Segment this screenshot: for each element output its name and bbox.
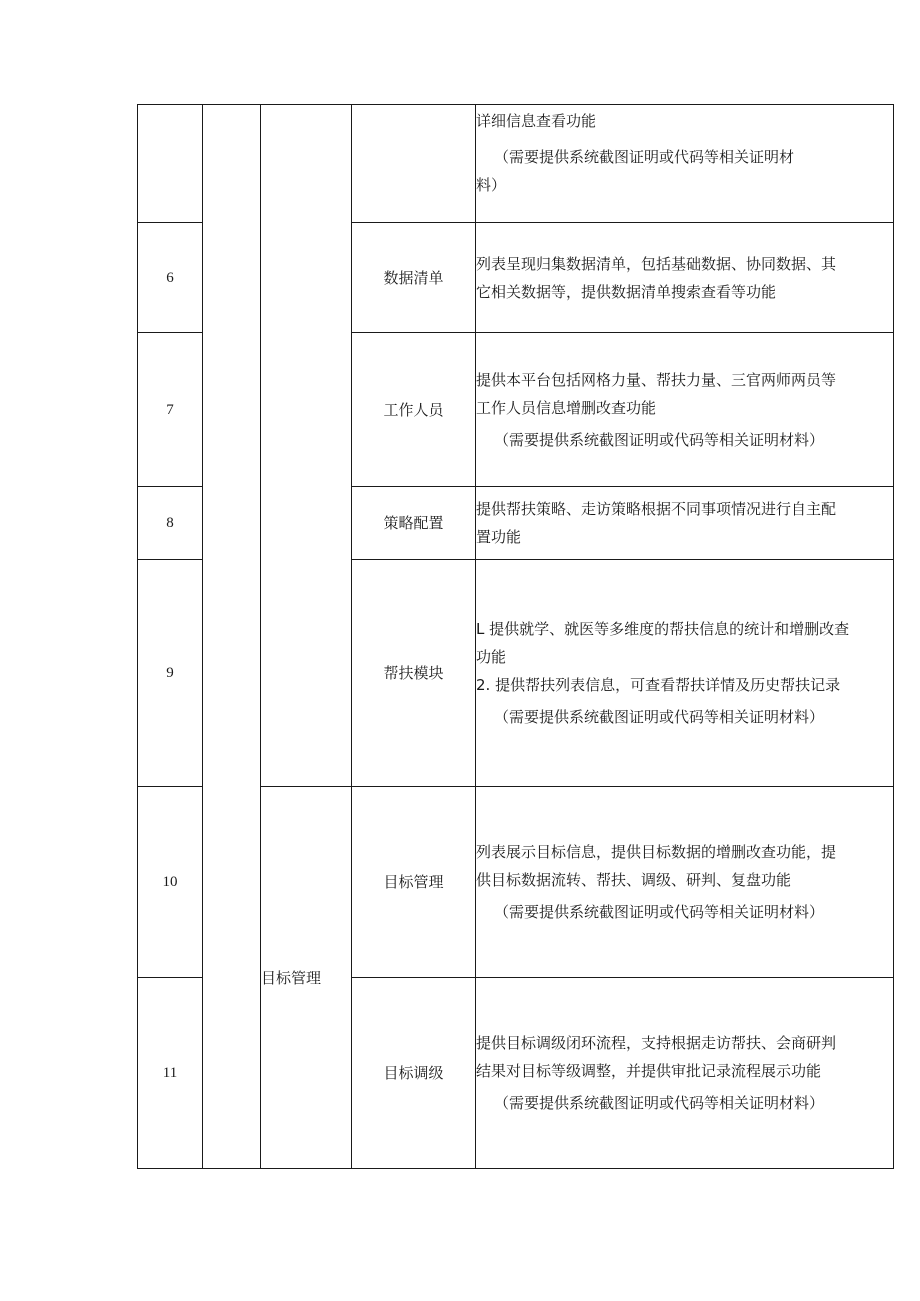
- feature-name: [352, 105, 476, 223]
- feature-name: 策略配置: [352, 487, 476, 560]
- row-number: 6: [138, 223, 203, 333]
- description-line: 工作人员信息增删改查功能: [476, 398, 657, 417]
- merged-empty-column: [203, 105, 261, 1169]
- evidence-note-continued: 料）: [476, 176, 507, 194]
- evidence-note: （需要提供系统截图证明或代码等相关证明材料）: [494, 1094, 825, 1112]
- feature-name: 数据清单: [352, 223, 476, 333]
- description-line: L 提供就学、就医等多维度的帮扶信息的统计和增删改查: [476, 620, 850, 638]
- row-number: 9: [138, 560, 203, 787]
- feature-description: [476, 333, 894, 487]
- description-line: 提供目标调级闭环流程，支持根据走访帮扶、会商研判: [476, 1034, 837, 1052]
- description-line: 结果对目标等级调整，并提供审批记录流程展示功能: [476, 1062, 822, 1080]
- evidence-note: （需要提供系统截图证明或代码等相关证明材料）: [494, 430, 825, 449]
- feature-description: [476, 223, 894, 333]
- evidence-note: （需要提供系统截图证明或代码等相关证明材料）: [494, 903, 825, 921]
- evidence-note: （需要提供系统截图证明或代码等相关证明材: [494, 148, 795, 166]
- evidence-note: （需要提供系统截图证明或代码等相关证明材料）: [494, 708, 825, 726]
- description-line: 功能: [476, 648, 507, 666]
- merged-category-cell: [261, 105, 352, 787]
- feature-name: 目标管理: [352, 787, 476, 978]
- feature-description: [476, 978, 894, 1169]
- requirements-table: [137, 104, 894, 1169]
- row-number: [138, 105, 203, 223]
- description-line: 列表呈现归集数据清单，包括基础数据、协同数据、其: [476, 254, 837, 273]
- feature-name: 帮扶模块: [352, 560, 476, 787]
- row-number: 8: [138, 487, 203, 560]
- description-line: 提供帮扶策略、走访策略根据不同事项情况进行自主配: [476, 500, 837, 518]
- description-line: 供目标数据流转、帮扶、调级、研判、复盘功能: [476, 871, 792, 889]
- description-line: 详细信息查看功能: [476, 112, 597, 130]
- description-line: 置功能: [476, 528, 522, 546]
- feature-name: 目标调级: [352, 978, 476, 1169]
- row-number: 11: [138, 978, 203, 1169]
- category-goal-management: 目标管理: [261, 787, 352, 1169]
- feature-description: [476, 105, 894, 223]
- feature-name: 工作人员: [352, 333, 476, 487]
- table-row: [138, 105, 894, 223]
- row-number: 10: [138, 787, 203, 978]
- feature-description: [476, 787, 894, 978]
- row-number: 7: [138, 333, 203, 487]
- description-line: 它相关数据等，提供数据清单搜索查看等功能: [476, 282, 777, 301]
- feature-description: [476, 487, 894, 560]
- description-line: 2. 提供帮扶列表信息，可查看帮扶详情及历史帮扶记录: [476, 676, 841, 694]
- description-line: 列表展示目标信息，提供目标数据的增删改查功能，提: [476, 843, 837, 861]
- feature-description: [476, 560, 894, 787]
- description-line: 提供本平台包括网格力量、帮扶力量、三官两师两员等: [476, 370, 837, 389]
